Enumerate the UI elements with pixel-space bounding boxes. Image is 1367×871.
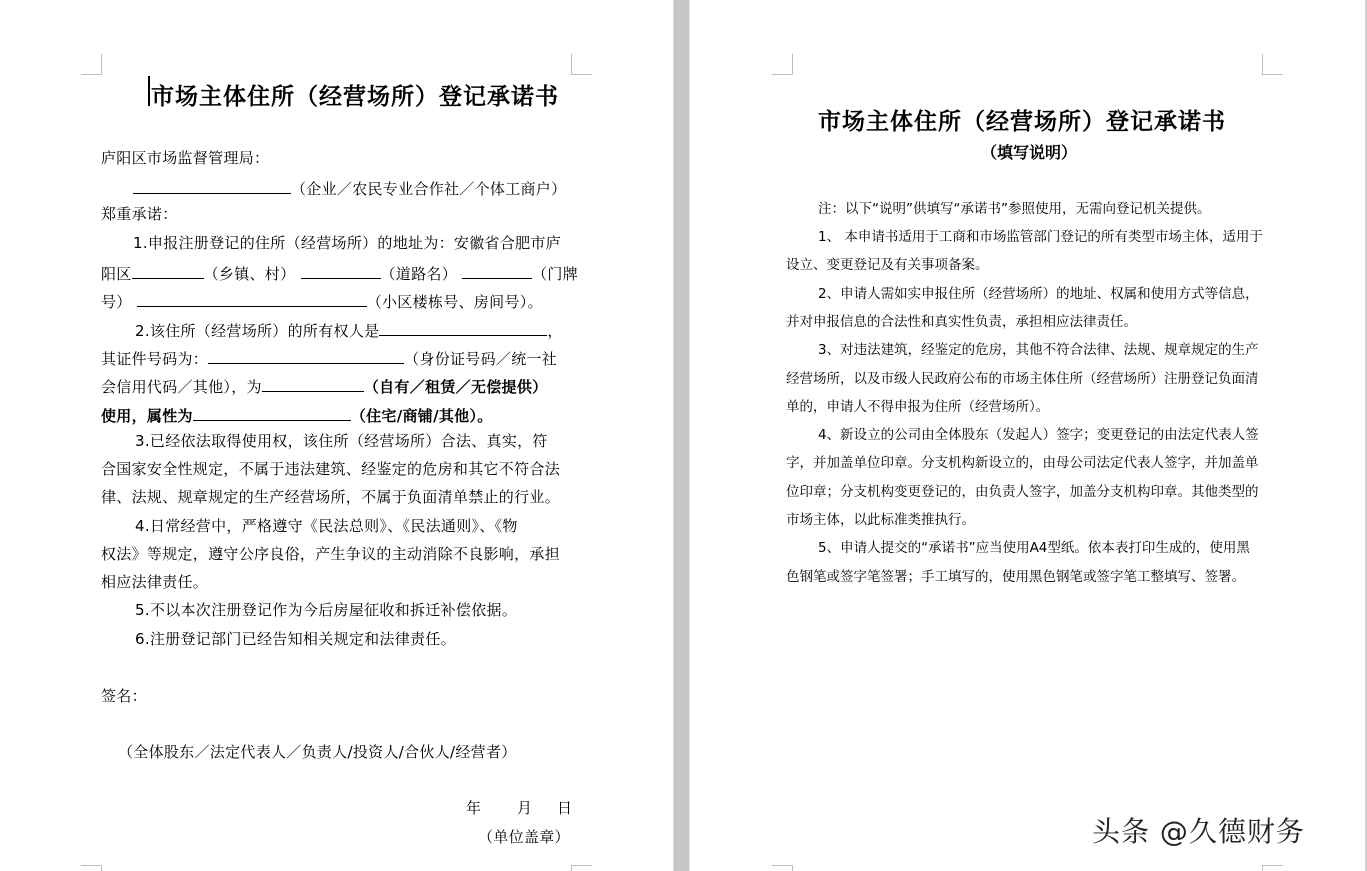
page-title: 市场主体住所（经营场所）登记承诺书 bbox=[151, 83, 559, 110]
road-hint: （道路名） bbox=[380, 265, 458, 283]
text: 使用，属性为 bbox=[101, 407, 193, 425]
property-type-blank[interactable] bbox=[193, 403, 351, 421]
date-year: 年 bbox=[466, 799, 482, 817]
town-hint: （乡镇、村） bbox=[203, 265, 296, 283]
instruction-line: 2、申请人需如实申报住所（经营场所）的地址、权属和使用方式等信息， bbox=[818, 286, 1259, 302]
margin-corner-mark bbox=[571, 54, 592, 75]
signature-label: 签名： bbox=[101, 687, 147, 705]
instructions-note: 注：以下“说明”供填写“承诺书”参照使用，无需向登记机关提供。 bbox=[818, 201, 1211, 217]
owner-blank[interactable] bbox=[379, 318, 547, 336]
item4-line2: 权法》等规定，遵守公序良俗，产生争议的主动消除不良影响，承担 bbox=[101, 545, 561, 563]
addressee: 庐阳区市场监督管理局： bbox=[101, 149, 270, 167]
instruction-line: 字，并加盖单位印章。分支机构新设立的，由母公司法定代表人签字，并加盖单 bbox=[786, 455, 1259, 471]
town-blank[interactable] bbox=[132, 261, 204, 279]
margin-corner-mark bbox=[81, 54, 102, 75]
solemn-promise: 郑重承诺： bbox=[101, 205, 178, 223]
text: 号） bbox=[101, 293, 132, 311]
entity-line bbox=[133, 176, 566, 199]
instruction-line: 色钢笔或签字笔签署；手工填写的，使用黑色钢笔或签字笔工整填写、签署。 bbox=[786, 569, 1245, 585]
signer-roles: （全体股东／法定代表人／负责人/投资人/合伙人/经营者） bbox=[118, 743, 517, 761]
item2-line3 bbox=[101, 374, 547, 397]
instruction-line: 设立、变更登记及有关事项备案。 bbox=[786, 257, 989, 273]
usage-type-blank[interactable] bbox=[262, 374, 364, 392]
seal-note: （单位盖章） bbox=[478, 828, 570, 846]
item2-line2 bbox=[101, 346, 557, 369]
text: （身份证号码／统一社 bbox=[404, 350, 558, 368]
text: 2.该住所（经营场所）的所有权人是 bbox=[135, 322, 380, 340]
item2-line1 bbox=[135, 318, 563, 341]
text: 其证件号码为： bbox=[101, 350, 209, 368]
instruction-line: 3、对违法建筑，经鉴定的危房，其他不符合法律、法规、规章规定的生产 bbox=[818, 342, 1259, 358]
margin-corner-mark bbox=[571, 865, 592, 871]
building-hint: （小区楼栋号、房间号）。 bbox=[366, 293, 543, 311]
item1-line3 bbox=[101, 289, 543, 312]
text-cursor bbox=[148, 76, 150, 106]
door-blank[interactable] bbox=[462, 261, 532, 279]
instructions-title: 市场主体住所（经营场所）登记承诺书 bbox=[818, 108, 1226, 135]
item1-line2 bbox=[101, 261, 578, 284]
item3-line3: 律、法规、规章规定的生产经营场所，不属于负面清单禁止的行业。 bbox=[101, 488, 561, 506]
document-page-left[interactable] bbox=[0, 0, 673, 871]
item5: 5.不以本次注册登记作为今后房屋征收和拆迁补偿依据。 bbox=[135, 601, 518, 619]
item1-line1: 1.申报注册登记的住所（经营场所）的地址为：安徽省合肥市庐 bbox=[133, 234, 562, 252]
margin-corner-mark bbox=[1262, 54, 1283, 75]
instruction-line: 4、新设立的公司由全体股东（发起人）签字；变更登记的由法定代表人签 bbox=[818, 427, 1259, 443]
margin-corner-mark bbox=[1262, 865, 1283, 871]
property-type-hint: （住宅/商铺/其他）。 bbox=[350, 407, 493, 425]
instruction-line: 5、申请人提交的“承诺书”应当使用A4型纸。依本表打印生成的，使用黑 bbox=[818, 540, 1250, 556]
door-hint: （门牌 bbox=[532, 265, 578, 283]
date-month: 月 bbox=[517, 799, 533, 817]
item3-line2: 合国家安全性规定，不属于违法建筑、经鉴定的危房和其它不符合法 bbox=[101, 460, 561, 478]
usage-type-hint: （自有／租赁／无偿提供） bbox=[363, 378, 548, 396]
instruction-line: 1、 本申请书适用于工商和市场监管部门登记的所有类型市场主体，适用于 bbox=[818, 229, 1263, 245]
road-blank[interactable] bbox=[301, 261, 381, 279]
instruction-line: 经营场所，以及市级人民政府公布的市场主体住所（经营场所）注册登记负面清 bbox=[786, 371, 1259, 387]
item2-line4 bbox=[101, 403, 493, 426]
item4-line1: 4.日常经营中，严格遵守《民法总则》、《民法通则》、《物 bbox=[135, 517, 518, 535]
item4-line3: 相应法律责任。 bbox=[101, 573, 209, 591]
text: 阳区 bbox=[101, 265, 132, 283]
margin-corner-mark bbox=[772, 54, 793, 75]
instruction-line: 市场主体，以此标准类推执行。 bbox=[786, 512, 975, 528]
instruction-line: 单的，申请人不得申报为住所（经营场所）。 bbox=[786, 399, 1050, 415]
entity-name-blank[interactable] bbox=[133, 176, 291, 194]
margin-corner-mark bbox=[772, 865, 793, 871]
text: 会信用代码／其他），为 bbox=[101, 378, 262, 396]
id-number-blank[interactable] bbox=[208, 346, 404, 364]
date-day: 日 bbox=[557, 799, 573, 817]
item6: 6.注册登记部门已经告知相关规定和法律责任。 bbox=[135, 630, 456, 648]
instruction-line: 并对申报信息的合法性和真实性负责，承担相应法律责任。 bbox=[786, 314, 1137, 330]
building-blank[interactable] bbox=[137, 289, 367, 307]
item3-line1: 3.已经依法取得使用权，该住所（经营场所）合法、真实，符 bbox=[135, 432, 548, 450]
margin-corner-mark bbox=[81, 865, 102, 871]
page-gutter bbox=[673, 0, 690, 871]
watermark: 头条 @久德财务 bbox=[1092, 815, 1305, 848]
text: ， bbox=[547, 322, 563, 340]
instructions-subtitle: （填写说明） bbox=[981, 143, 1078, 162]
entity-type-hint: （企业／农民专业合作社／个体工商户） bbox=[291, 180, 567, 198]
instruction-line: 位印章；分支机构变更登记的，由负责人签字，加盖分支机构印章。其他类型的 bbox=[786, 484, 1259, 500]
